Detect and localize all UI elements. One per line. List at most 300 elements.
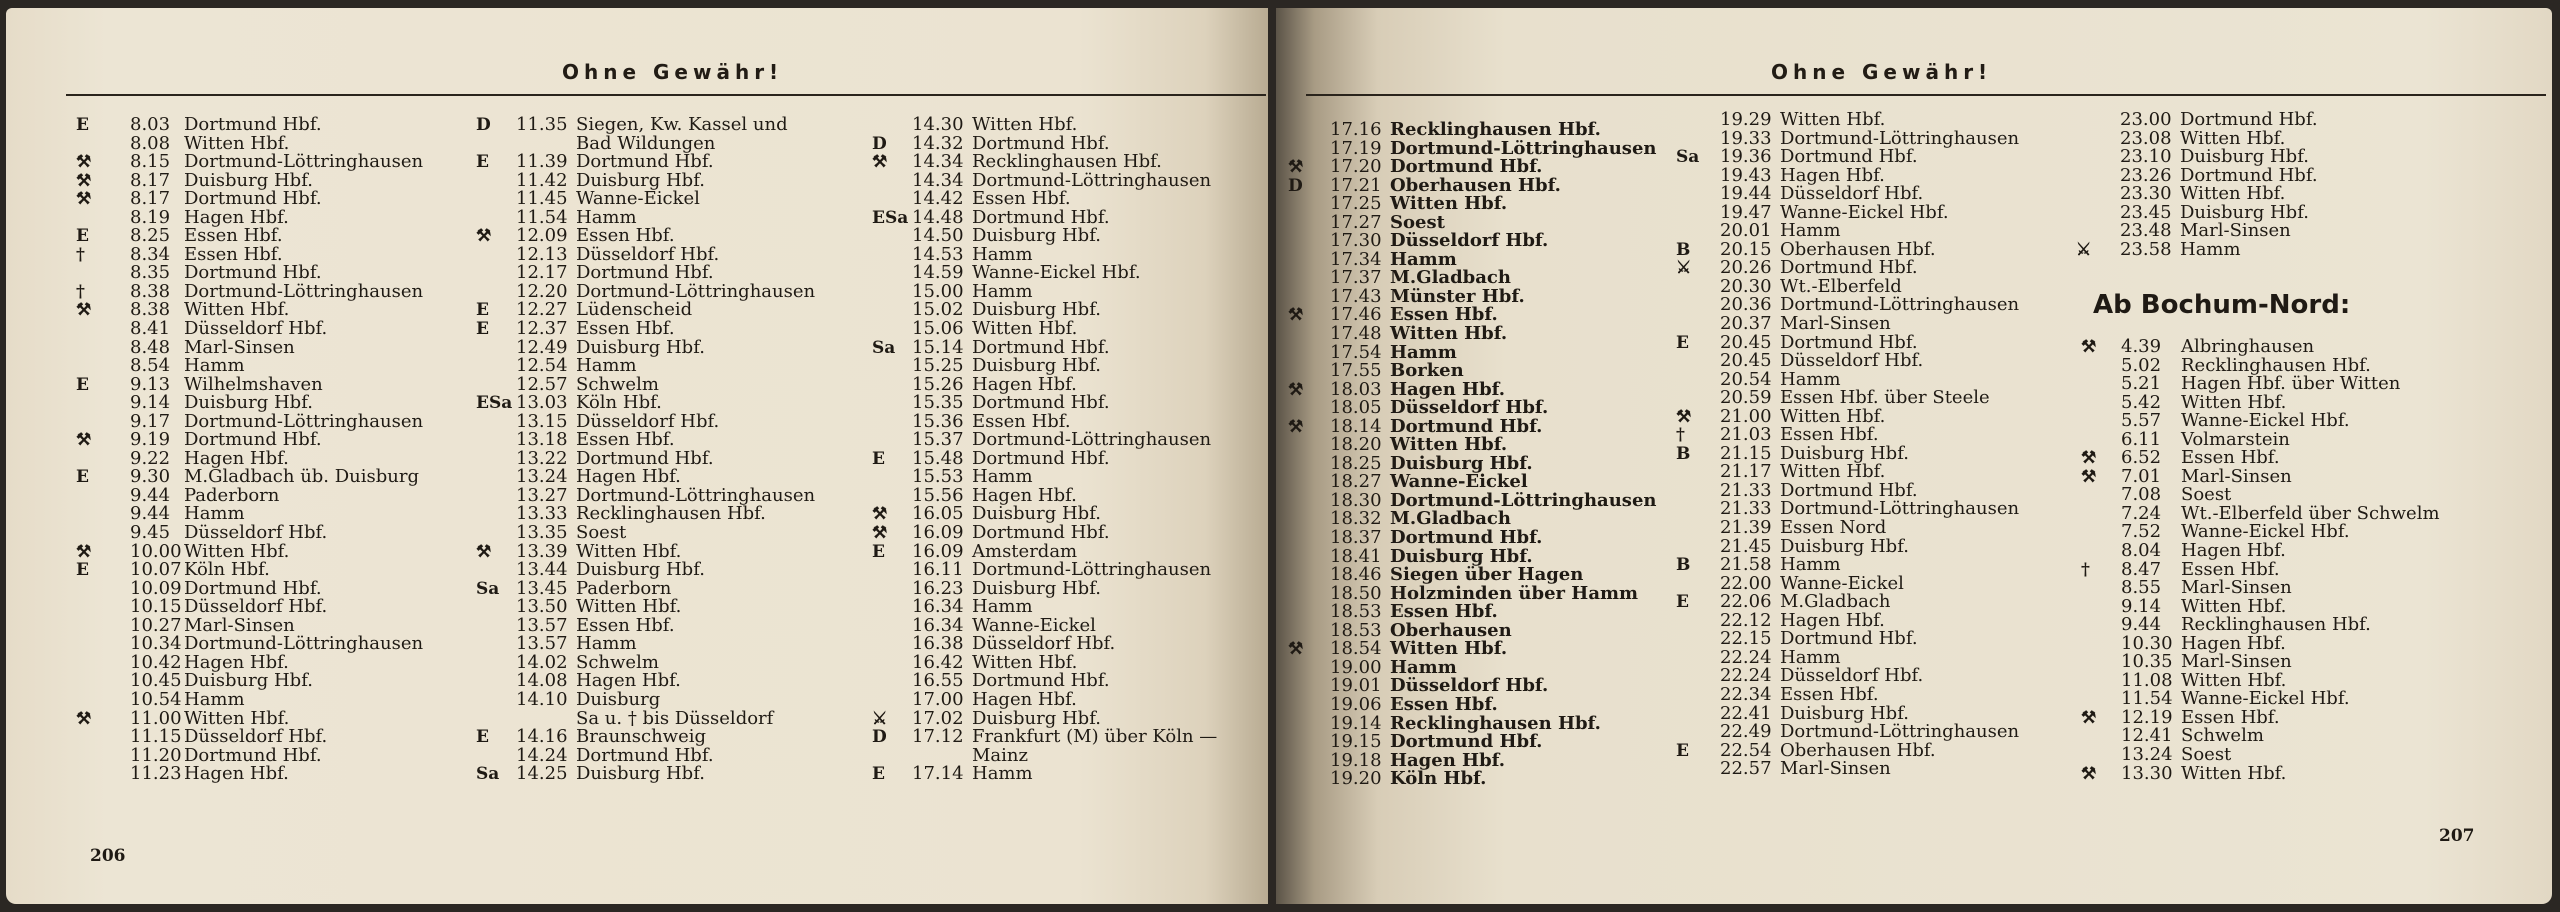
departure-time: 8.17 (130, 188, 171, 210)
service-marker: ESa (872, 207, 909, 228)
departure-time: 15.14 (912, 336, 964, 358)
destination: Duisburg Hbf. (576, 169, 705, 191)
timetable-row (1288, 603, 1708, 622)
destination: Marl-Sinsen (1780, 313, 1891, 335)
departure-time: 11.54 (516, 206, 568, 228)
departure-time: 17.20 (1330, 156, 1382, 178)
timetable-row (476, 688, 866, 710)
departure-time: 10.35 (2121, 651, 2173, 673)
timetable-row (1288, 362, 1708, 381)
timetable-row (476, 116, 866, 135)
departure-time: 15.35 (912, 392, 964, 414)
service-marker: E (76, 115, 89, 135)
departure-time: 16.34 (912, 614, 964, 636)
departure-time: 17.27 (1330, 211, 1382, 233)
service-marker: D (872, 133, 887, 154)
destination: Paderborn (184, 484, 280, 506)
destination: Hamm (184, 355, 245, 377)
destination: Essen Hbf. (2181, 447, 2280, 469)
destination: Düsseldorf Hbf. (576, 410, 720, 432)
service-marker: ⚒ (76, 300, 92, 321)
service-marker: Sa (476, 764, 500, 785)
departure-time: 13.50 (516, 596, 568, 618)
timetable-row (872, 190, 1267, 209)
departure-time: 10.30 (2121, 632, 2173, 654)
departure-time: 22.24 (1720, 665, 1772, 687)
departure-time: 13.27 (516, 484, 568, 506)
destination: Düsseldorf Hbf. (1780, 350, 1924, 372)
service-marker: ⚒ (1676, 406, 1692, 427)
timetable-row (1288, 195, 1708, 214)
destination: Dortmund-Löttringhausen (576, 484, 816, 506)
departure-time: 7.52 (2121, 521, 2162, 543)
service-marker: ⚒ (872, 523, 888, 544)
destination: Witten Hbf. (1390, 638, 1508, 660)
timetable-row (1288, 733, 1708, 752)
departure-time: 20.45 (1720, 350, 1772, 372)
page-number: 207 (2439, 826, 2475, 846)
departure-time: 20.30 (1720, 275, 1772, 297)
departure-time: 8.38 (130, 299, 171, 321)
destination: Duisburg Hbf. (184, 169, 313, 191)
departure-time: 17.46 (1330, 304, 1382, 326)
timetable-row (872, 728, 1267, 747)
destination: Marl-Sinsen (2180, 220, 2291, 242)
service-marker: † (2081, 559, 2090, 580)
destination: Marl-Sinsen (2181, 465, 2292, 487)
timetable-row (2081, 375, 2521, 394)
departure-time: 22.49 (1720, 721, 1772, 743)
header-rule (66, 94, 1266, 96)
departure-time: 22.06 (1720, 591, 1772, 613)
destination: Witten Hbf. (184, 132, 290, 154)
departure-time: 11.00 (130, 707, 182, 729)
departure-time: 14.10 (516, 688, 568, 710)
departure-time: 11.15 (130, 726, 182, 748)
timetable-row (1676, 389, 2036, 408)
departure-time: 16.11 (912, 559, 964, 581)
destination: Dortmund Hbf. (184, 577, 322, 599)
departure-time: 19.14 (1330, 712, 1382, 734)
destination: Paderborn (576, 577, 672, 599)
departure-time: 15.26 (912, 373, 964, 395)
timetable-row (1676, 593, 2036, 612)
timetable-row (872, 357, 1267, 376)
destination: Hamm (1780, 646, 1841, 668)
destination: Hagen Hbf. (1390, 749, 1506, 771)
departure-time: 14.48 (912, 206, 964, 228)
destination: Düsseldorf Hbf. (972, 633, 1116, 655)
departure-time: 12.54 (516, 355, 568, 377)
departure-time: 14.02 (516, 651, 568, 673)
destination: Dortmund Hbf. (972, 670, 1110, 692)
departure-time: 15.48 (912, 447, 964, 469)
departure-time: 20.26 (1720, 257, 1772, 279)
destination: Hagen Hbf. (184, 206, 289, 228)
destination: Soest (1390, 211, 1445, 233)
destination: Essen Nord (1780, 517, 1887, 539)
departure-time: 8.35 (130, 262, 171, 284)
service-marker: ⚒ (476, 226, 492, 247)
timetable-row (1288, 693, 1708, 715)
departure-time: 15.36 (912, 410, 964, 432)
timetable-row (476, 728, 866, 747)
destination: Marl-Sinsen (2181, 651, 2292, 673)
destination: Hamm (1390, 341, 1457, 363)
destination: Wanne-Eickel Hbf. (972, 262, 1141, 284)
service-marker: ⚒ (76, 708, 92, 729)
timetable-row (2081, 746, 2521, 765)
destination: Duisburg (576, 688, 661, 710)
service-marker: ⚒ (1288, 416, 1304, 437)
timetable-row (76, 561, 466, 580)
departure-time: 12.19 (2121, 706, 2173, 728)
departure-time: 15.53 (912, 466, 964, 488)
page-header: Ohne Gewähr! (1771, 60, 1993, 84)
destination: Hagen Hbf. (2181, 540, 2286, 562)
destination: Dortmund Hbf. (184, 114, 322, 135)
destination: Holzminden über Hamm (1390, 582, 1639, 604)
destination: Recklinghausen Hbf. (576, 503, 766, 525)
destination: Wanne-Eickel (972, 614, 1096, 636)
destination: Dortmund Hbf. (1780, 146, 1918, 168)
page-number: 206 (90, 846, 126, 866)
departure-time: 7.01 (2121, 465, 2162, 487)
departure-time: 8.17 (130, 169, 171, 191)
destination: Hagen Hbf. (2181, 632, 2286, 654)
service-marker: D (476, 115, 491, 135)
departure-time: 8.55 (2121, 577, 2162, 599)
departure-time: 13.24 (516, 466, 568, 488)
timetable-row (76, 598, 466, 617)
destination: Oberhausen Hbf. (1390, 174, 1561, 196)
destination: Dortmund Hbf. (1780, 257, 1918, 279)
destination: Borken (1390, 360, 1464, 382)
destination: Dortmund-Löttringhausen (184, 633, 424, 655)
destination: Münster Hbf. (1390, 285, 1525, 307)
departure-time: 14.53 (912, 243, 964, 265)
destination: Wt.-Elberfeld über Schwelm (2181, 502, 2440, 524)
departure-time: 11.42 (516, 169, 568, 191)
destination: Düsseldorf Hbf. (184, 596, 328, 618)
timetable-row (1288, 770, 1708, 789)
destination: Hagen Hbf. (972, 373, 1077, 395)
destination: Dortmund Hbf. (184, 744, 322, 766)
departure-time: 17.12 (912, 726, 964, 748)
destination: Hamm (972, 466, 1033, 488)
service-marker: E (1676, 740, 1689, 761)
destination: Hagen Hbf. (972, 688, 1077, 710)
departure-time: 13.24 (2121, 744, 2173, 766)
destination: Duisburg Hbf. (2180, 146, 2309, 168)
departure-time: 13.35 (516, 522, 568, 544)
departure-time: 4.39 (2121, 336, 2162, 357)
departure-time: 5.42 (2121, 391, 2162, 413)
destination: Düsseldorf Hbf. (184, 522, 328, 544)
departure-time: 13.45 (516, 577, 568, 599)
destination: Hagen Hbf. über Witten (2181, 373, 2401, 395)
departure-time: 16.09 (912, 540, 964, 562)
destination: Duisburg Hbf. (972, 299, 1101, 321)
destination: Essen Hbf. (1390, 693, 1498, 715)
destination: Witten Hbf. (184, 707, 290, 729)
timetable-column (872, 116, 1267, 784)
service-marker: E (872, 764, 885, 785)
service-marker: B (1676, 239, 1691, 260)
service-marker: E (872, 448, 885, 469)
timetable-row (476, 190, 866, 209)
destination: Dortmund Hbf. (972, 336, 1110, 358)
destination: Duisburg Hbf. (184, 670, 313, 692)
destination: Duisburg Hbf. (576, 763, 705, 785)
service-marker: ⚔ (2076, 239, 2092, 260)
destination: Hamm (2180, 238, 2241, 260)
destination: Dortmund Hbf. (1390, 156, 1543, 178)
departure-time: 13.33 (516, 503, 568, 525)
departure-time: 6.52 (2121, 447, 2162, 469)
departure-time: 19.01 (1330, 675, 1382, 697)
departure-time: 12.37 (516, 318, 568, 340)
destination: Dortmund-Löttringhausen (1780, 498, 2020, 520)
destination: Düsseldorf Hbf. (1390, 230, 1549, 252)
service-marker: E (872, 541, 885, 562)
service-marker: E (476, 152, 489, 173)
destination: Recklinghausen Hbf. (2181, 614, 2371, 636)
departure-time: 8.25 (130, 225, 171, 247)
timetable-row (2081, 412, 2521, 431)
destination: Bad Wildungen (576, 132, 716, 154)
departure-time: 9.19 (130, 429, 171, 451)
departure-time: 16.05 (912, 503, 964, 525)
departure-time: 9.44 (2121, 614, 2162, 636)
destination: Soest (2181, 484, 2232, 506)
destination: Duisburg Hbf. (184, 392, 313, 414)
destination: Dortmund Hbf. (972, 447, 1110, 469)
destination: Dortmund Hbf. (1780, 479, 1918, 501)
departure-time: 5.02 (2121, 354, 2162, 376)
departure-time: 17.55 (1330, 360, 1382, 382)
departure-time: 18.46 (1330, 564, 1382, 586)
departure-time: 18.37 (1330, 527, 1382, 549)
departure-time: 20.54 (1720, 368, 1772, 390)
destination: Hamm (1780, 554, 1841, 576)
service-marker: E (476, 300, 489, 321)
destination: Essen Hbf. (972, 188, 1071, 210)
destination: M.Gladbach (1780, 591, 1891, 613)
departure-time: 19.43 (1720, 164, 1772, 186)
departure-time: 17.21 (1330, 174, 1382, 196)
destination: Dortmund-Löttringhausen (1390, 137, 1657, 159)
destination: Düsseldorf Hbf. (1390, 397, 1549, 419)
timetable-row (76, 190, 466, 209)
timetable-row (1288, 158, 1708, 177)
departure-time: 14.50 (912, 225, 964, 247)
departure-time: 8.38 (130, 280, 171, 302)
service-marker: B (1676, 443, 1691, 464)
destination: Dortmund-Löttringhausen (184, 151, 424, 173)
timetable-row (76, 320, 466, 339)
destination: Schwelm (2181, 725, 2264, 747)
departure-time: 21.03 (1720, 424, 1772, 446)
service-marker: D (872, 727, 887, 748)
departure-time: 21.33 (1720, 498, 1772, 520)
departure-time: 23.45 (2120, 201, 2172, 223)
timetable-row (1676, 723, 2036, 742)
destination: Essen Hbf. (184, 243, 283, 265)
service-marker: E (476, 727, 489, 748)
destination: Oberhausen (1390, 619, 1512, 641)
timetable-row (872, 394, 1267, 413)
departure-time: 22.00 (1720, 572, 1772, 594)
departure-time: 11.45 (516, 188, 568, 210)
departure-time: 17.48 (1330, 323, 1382, 345)
departure-time: 16.34 (912, 596, 964, 618)
service-marker: ⚒ (2081, 763, 2097, 784)
destination: Wanne-Eickel (1780, 572, 1904, 594)
departure-time: 12.27 (516, 299, 568, 321)
departure-time: 11.39 (516, 151, 568, 173)
destination: M.Gladbach (1390, 267, 1511, 289)
destination: Dortmund-Löttringhausen (184, 280, 424, 302)
departure-time: 21.45 (1720, 535, 1772, 557)
departure-time: 9.44 (130, 484, 171, 506)
timetable-row (2076, 148, 2376, 167)
departure-time: 14.30 (912, 114, 964, 135)
service-marker: ⚒ (1288, 379, 1304, 400)
timetable-row (872, 320, 1267, 339)
service-marker: E (76, 374, 89, 395)
departure-time: 15.02 (912, 299, 964, 321)
destination: Dortmund Hbf. (972, 522, 1110, 544)
destination: Dortmund Hbf. (2180, 164, 2318, 186)
destination: Essen Hbf. (576, 614, 675, 636)
destination: Hagen Hbf. (1780, 164, 1885, 186)
departure-time: 12.09 (516, 225, 568, 247)
timetable-column (2081, 338, 2521, 783)
departure-time: 22.24 (1720, 646, 1772, 668)
timetable-row (476, 561, 866, 580)
departure-time: 18.53 (1330, 619, 1382, 641)
timetable-row (2081, 579, 2521, 598)
departure-time: 10.42 (130, 651, 182, 673)
timetable-row (2076, 238, 2376, 260)
destination: Dortmund Hbf. (1390, 415, 1543, 437)
destination: Hamm (576, 633, 637, 655)
departure-time: 20.45 (1720, 331, 1772, 353)
departure-time: 23.58 (2120, 238, 2172, 260)
destination: Recklinghausen Hbf. (2181, 354, 2371, 376)
timetable-column (1676, 111, 2036, 779)
timetable-row (2081, 616, 2521, 635)
destination: Hamm (576, 355, 637, 377)
service-marker: D (1288, 175, 1303, 196)
departure-time: 7.08 (2121, 484, 2162, 506)
destination: M.Gladbach üb. Duisburg (184, 466, 420, 488)
service-marker: ⚒ (1288, 305, 1304, 326)
departure-time: 19.44 (1720, 183, 1772, 205)
departure-time: 13.57 (516, 633, 568, 655)
departure-time: 21.58 (1720, 554, 1772, 576)
destination: Witten Hbf. (184, 540, 290, 562)
departure-time: 19.00 (1330, 656, 1382, 678)
destination: Recklinghausen Hbf. (1390, 119, 1601, 140)
destination: Duisburg Hbf. (972, 355, 1101, 377)
departure-time: 13.15 (516, 410, 568, 432)
departure-time: 15.56 (912, 484, 964, 506)
left-page (6, 8, 1268, 904)
destination: Wilhelmshaven (184, 373, 323, 395)
timetable-row (476, 598, 866, 617)
service-marker: † (76, 281, 85, 302)
header-rule (1306, 94, 2546, 96)
departure-time: 17.02 (912, 707, 964, 729)
departure-time: 9.30 (130, 466, 171, 488)
destination: Hagen Hbf. (576, 466, 681, 488)
service-marker: ⚒ (2081, 337, 2097, 357)
destination: Düsseldorf Hbf. (576, 243, 720, 265)
departure-time: 21.39 (1720, 517, 1772, 539)
departure-time: 19.47 (1720, 201, 1772, 223)
departure-time: 9.45 (130, 522, 171, 544)
service-marker: E (1676, 332, 1689, 353)
departure-time: 18.53 (1330, 601, 1382, 623)
destination: Volmarstein (2181, 428, 2290, 450)
departure-time: 9.14 (2121, 595, 2162, 617)
departure-time: 22.15 (1720, 628, 1772, 650)
departure-time: 13.22 (516, 447, 568, 469)
departure-time: 17.37 (1330, 267, 1382, 289)
destination: Essen Hbf. (576, 225, 675, 247)
destination: Dortmund Hbf. (1780, 331, 1918, 353)
departure-time: 18.03 (1330, 378, 1382, 400)
timetable-row (872, 598, 1267, 617)
destination: Dortmund-Löttringhausen (576, 280, 816, 302)
timetable-row (2076, 185, 2376, 204)
departure-time: 11.54 (2121, 688, 2173, 710)
destination: Essen Hbf. (1780, 424, 1879, 446)
departure-time: 17.00 (912, 688, 964, 710)
destination: Hamm (1390, 656, 1457, 678)
departure-time: 8.03 (130, 114, 171, 135)
destination: Frankfurt (M) über Köln — (972, 726, 1218, 748)
destination: Witten Hbf. (2180, 127, 2286, 149)
destination: Essen Hbf. (2181, 706, 2280, 728)
departure-time: 8.48 (130, 336, 171, 358)
departure-time: 22.34 (1720, 683, 1772, 705)
departure-time: 12.20 (516, 280, 568, 302)
departure-time: 13.30 (2121, 762, 2173, 784)
destination: Albringhausen (2181, 336, 2315, 357)
service-marker: Sa (476, 578, 500, 599)
destination: Essen Hbf. (184, 225, 283, 247)
destination: Dortmund-Löttringhausen (1780, 721, 2020, 743)
departure-time: 12.57 (516, 373, 568, 395)
departure-time: 16.38 (912, 633, 964, 655)
timetable-column (1288, 121, 1708, 789)
destination: Wt.-Elberfeld (1780, 275, 1902, 297)
destination: Hamm (972, 596, 1033, 618)
destination: Witten Hbf. (576, 540, 682, 562)
destination: Marl-Sinsen (2181, 577, 2292, 599)
service-marker: Sa (1676, 147, 1700, 168)
service-marker: ⚒ (76, 170, 92, 191)
departure-time: 20.59 (1720, 387, 1772, 409)
destination: Dortmund Hbf. (576, 447, 714, 469)
destination: Hamm (972, 243, 1033, 265)
service-marker: ⚒ (1288, 639, 1304, 660)
departure-time: 12.49 (516, 336, 568, 358)
destination: Witten Hbf. (2181, 762, 2287, 784)
